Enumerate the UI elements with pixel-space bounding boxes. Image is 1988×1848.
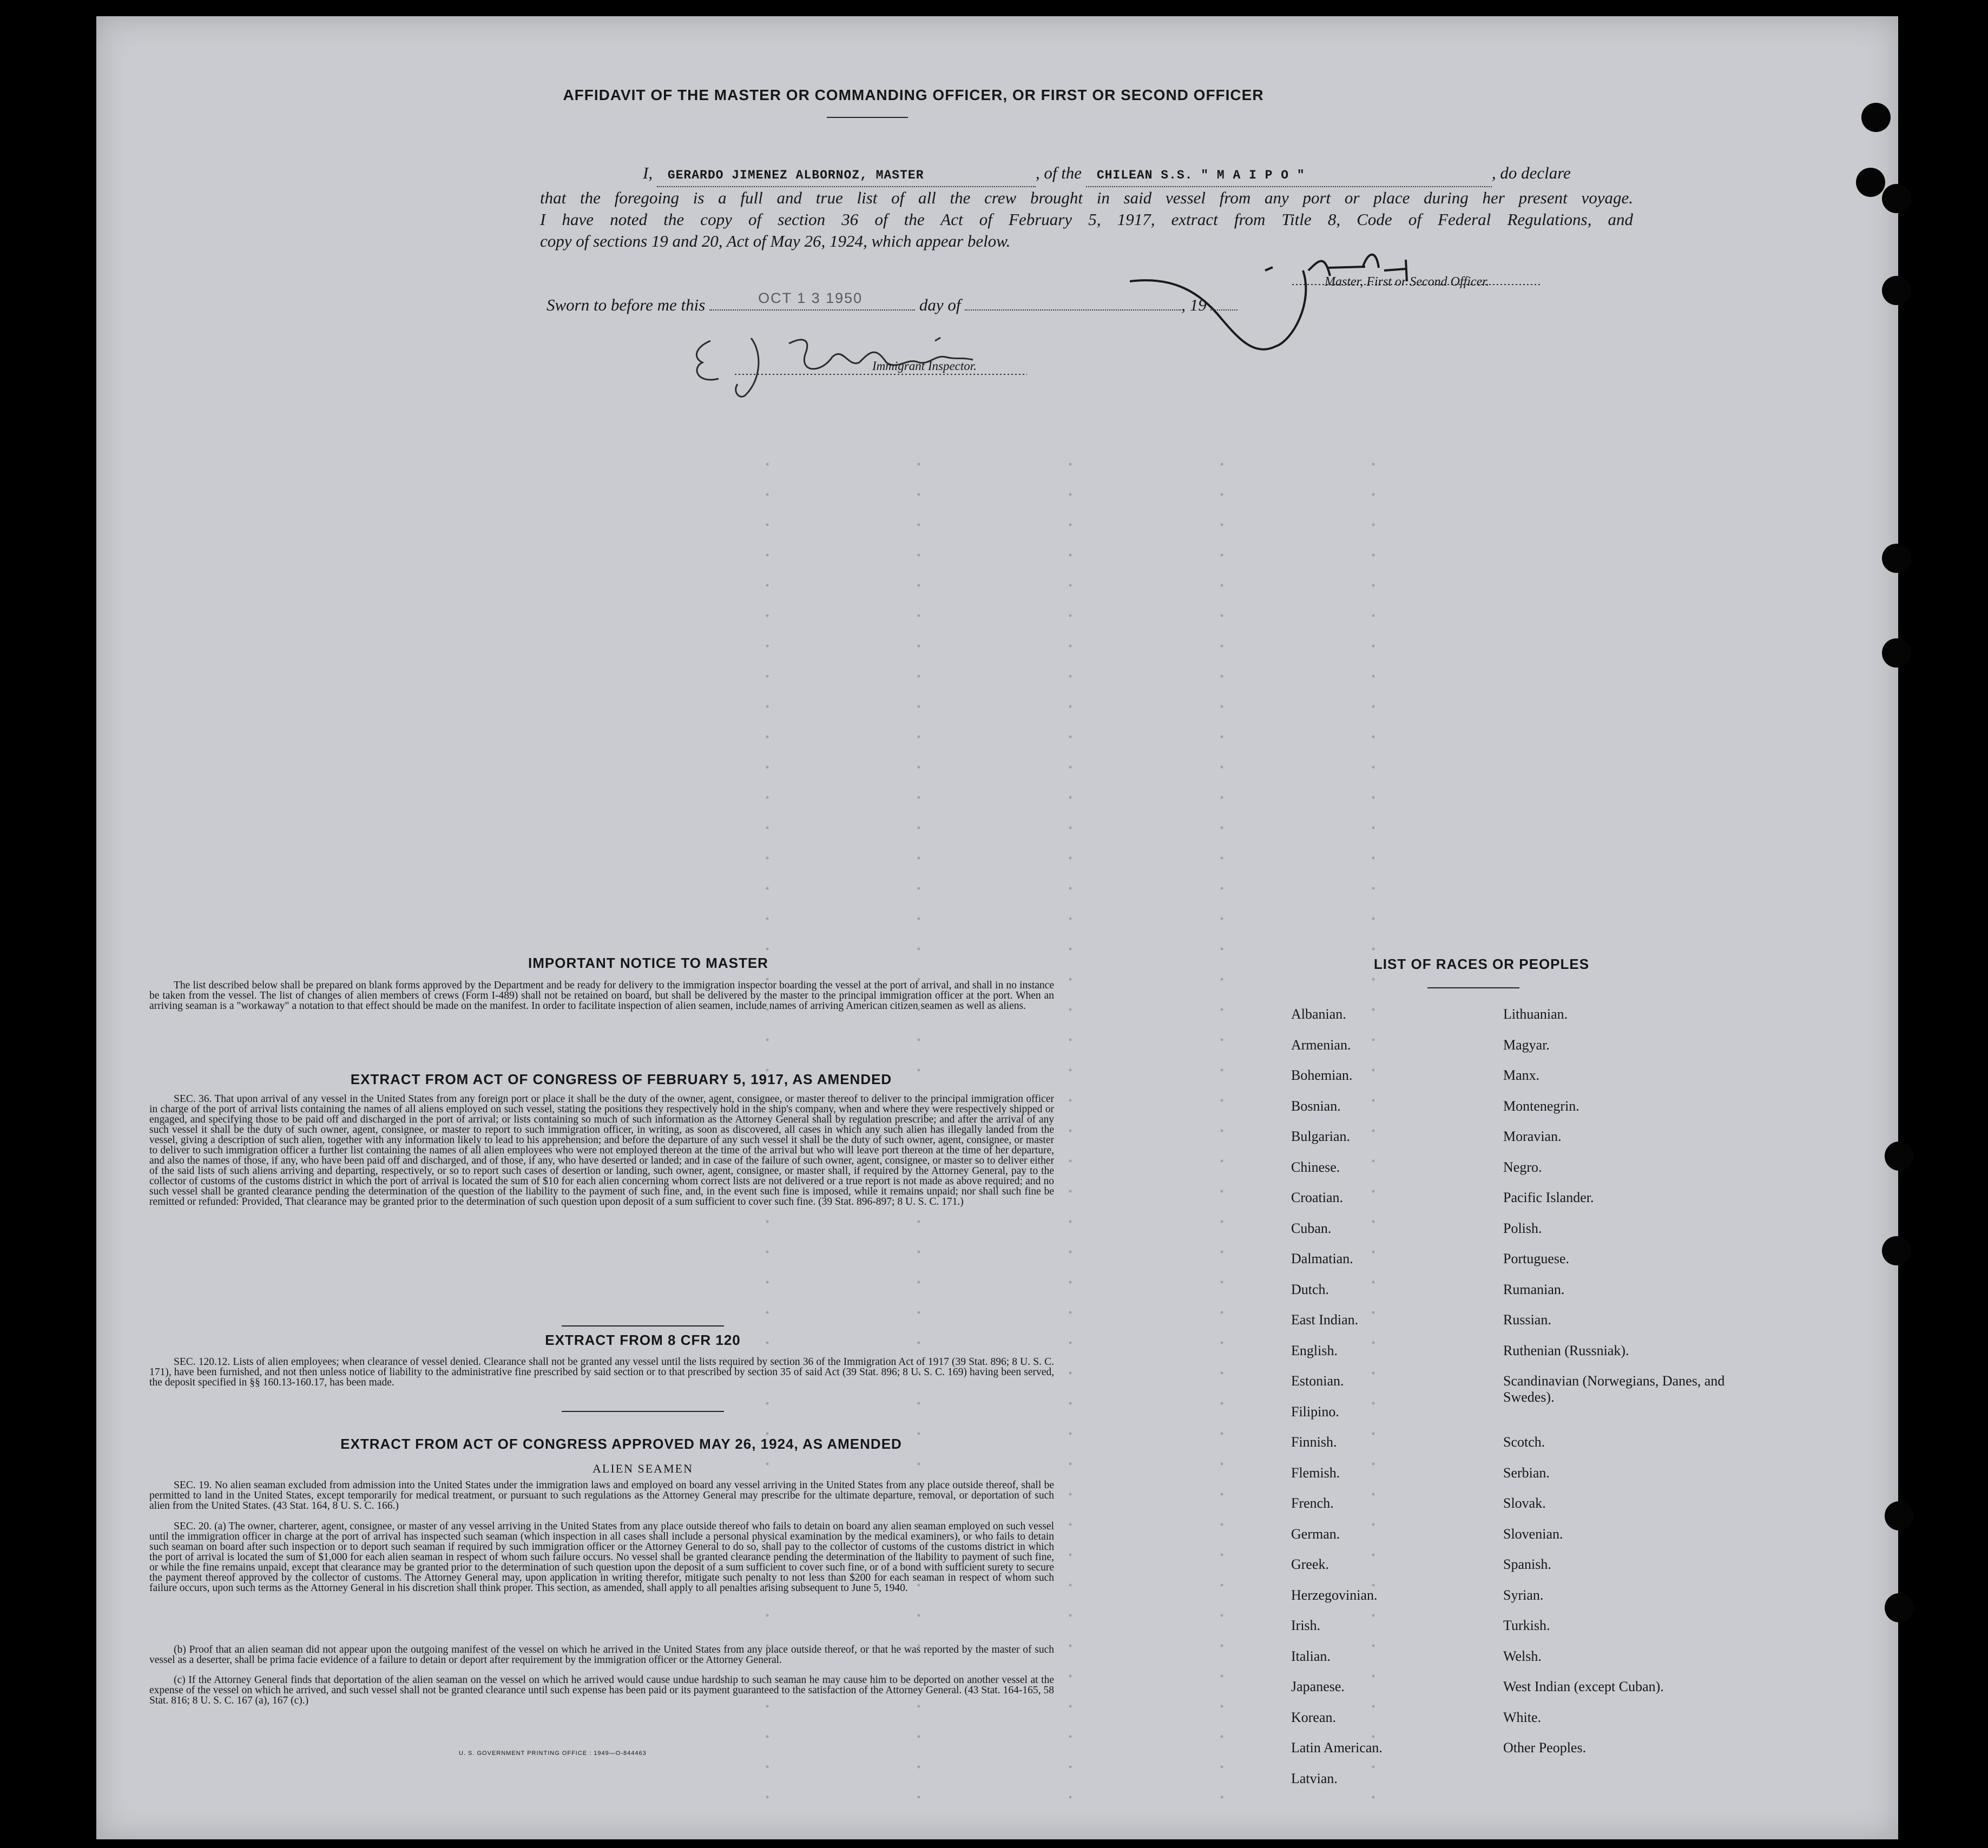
extract-1917-title: EXTRACT FROM ACT OF CONGRESS OF FEBRUARY 5, 1917, AS AMENDED (350, 1071, 892, 1087)
punch-hole (1885, 1593, 1914, 1622)
races-column-2 (1503, 1006, 1741, 1771)
race-item: French. (1291, 1495, 1334, 1511)
cfr-body: SEC. 120.12. Lists of alien employees; when clearance of vessel denied. Clearance shall not be granted any vessel until the lists required by section 36 of the Immigration Act of 1917 (39 Stat. 896; 8 U. S. C. 171), have been furnished, and not then unless notice of liability to the administrative fine prescribed by said section or to that prescribed by section 35 of said Act (39 Stat. 896; 8 U. S. C. 169) having been served, the deposit specified in §§ 160.13-160.17, has been made. (149, 1356, 1054, 1388)
race-item: Herzegovinian. (1291, 1587, 1378, 1603)
sworn-line (547, 290, 1237, 315)
race-item: West Indian (except Cuban). (1503, 1679, 1664, 1694)
races-rule (1427, 987, 1519, 988)
punch-hole (1882, 638, 1911, 668)
race-item: German. (1291, 1526, 1340, 1542)
affidavit-title: AFFIDAVIT OF THE MASTER OR COMMANDING OFFICER, OR FIRST OR SECOND OFFICER (563, 87, 1264, 103)
race-item: Latvian. (1291, 1770, 1338, 1786)
race-item: Rumanian. (1503, 1281, 1565, 1297)
alien-seamen-subtitle: ALIEN SEAMEN (593, 1462, 693, 1475)
race-item: Polish. (1503, 1220, 1542, 1236)
race-item: Slovak. (1503, 1495, 1546, 1511)
race-item: Flemish. (1291, 1464, 1340, 1481)
master-name-field: GERARDO JIMENEZ ALBORNOZ, MASTER (657, 164, 1036, 187)
sec-20a: SEC. 20. (a) The owner, charterer, agent, consignee, or master of any vessel arriving in the United States from any place outside thereof who fails to detain on board any alien seaman employed on such vessel until the immigration officer in charge at the port of arrival has inspected such seaman (which inspection in all cases shall include a personal physical examination by the medical examiners), or who fails to detain such seaman on board after such inspection or to deport such seaman if required by such immigration officer or the Attorney General to do so, shall pay to the collector of customs of the customs district in which the port of arrival is located the sum of $1,000 for each alien seaman in respect of whom such failure occurs. No vessel shall be granted clearance pending the determination of the liability to payment of such fine, or while the fine remains unpaid, except that clearance may be granted prior to the determination of such question upon the deposit of a sum sufficient to cover such fine, or of a bond with sufficient surety to secure the payment thereof approved by the collector of customs. The Attorney General may, upon application in writing therefor, mitigate such penalty to not less than $200 for each seaman in respect of whom such failure occurs, upon such terms as the Attorney General in his discretion shall think proper. This section, as amended, shall apply to all penalties arising subsequent to June 5, 1940. (149, 1521, 1054, 1594)
race-item: Finnish. (1291, 1434, 1337, 1450)
race-item: Negro. (1503, 1159, 1542, 1175)
punch-hole (1882, 184, 1911, 213)
divider (562, 1411, 724, 1412)
race-item: Japanese. (1291, 1679, 1345, 1694)
year-label: , 19 (1181, 295, 1207, 314)
punch-hole (1885, 1501, 1914, 1530)
race-item: Lithuanian. (1503, 1006, 1568, 1022)
race-item: Latin American. (1291, 1740, 1383, 1755)
year-field (1210, 293, 1237, 311)
affidavit-line-3: I have noted the copy of section 36 of the Act of February 5, 1917, extract from Title 8, Code of Federal Regulations, and (540, 210, 1633, 229)
race-item: Armenian. (1291, 1037, 1351, 1053)
of-the-label: , of the (1035, 163, 1082, 182)
race-item: Cuban. (1291, 1220, 1332, 1236)
race-item: White. (1503, 1709, 1542, 1725)
race-item: Moravian. (1503, 1128, 1562, 1144)
race-item: Portuguese. (1503, 1251, 1570, 1266)
race-item: English. (1291, 1342, 1338, 1358)
punch-hole (1885, 1141, 1914, 1171)
race-item: Estonian. (1291, 1373, 1344, 1389)
notice-body: The list described below shall be prepared on blank forms approved by the Department and be ready for delivery to the immigration inspector boarding the vessel at the port of arrival, and shall in no instance be taken from the vessel. The list of changes of alien members of crews (Form I-489) shall not be retained on board, but shall be delivered by the master to the principal immigration officer at the port. When an arriving seaman is a "workaway" a notation to that effect should be made on the manifest. In order to facilitate inspection of alien seamen, include names of arriving American citizen seamen as well as aliens. (149, 980, 1054, 1012)
race-item: Scotch. (1503, 1434, 1545, 1450)
race-item: Welsh. (1503, 1648, 1542, 1664)
extract-1924-title: EXTRACT FROM ACT OF CONGRESS APPROVED MAY 26, 1924, AS AMENDED (340, 1436, 902, 1452)
month-field (965, 293, 1181, 311)
vessel-field: CHILEAN S.S. " M A I P O " (1086, 164, 1492, 187)
divider (562, 1325, 724, 1326)
race-item: Manx. (1503, 1067, 1540, 1083)
race-item: Magyar. (1503, 1037, 1550, 1053)
sworn-label: Sworn to before me this (547, 295, 706, 314)
sec-19: SEC. 19. No alien seaman excluded from admission into the United States under the immigration laws and employed on board any vessel arriving in the United States from any place outside thereof, shall be permitted to land in the United States, except temporarily for medical treatment, or pursuant to such regulations as the Attorney General may prescribe for the ultimate departure, removal, or deportation of such alien from the United States. (43 Stat. 164, 8 U. S. C. 166.) (149, 1480, 1054, 1512)
race-item: Italian. (1291, 1648, 1331, 1664)
race-item: Ruthenian (Russniak). (1503, 1342, 1629, 1358)
sec-20b: (b) Proof that an alien seaman did not appear upon the outgoing manifest of the vessel on which he arrived in the United States from any place outside thereof, or that he was reported by the master of such vessel as a deserter, shall be prima facie evidence of a failure to detain or deport after requirement by the immigration officer or the Attorney General. (149, 1644, 1054, 1666)
race-item: Slovenian. (1503, 1526, 1563, 1542)
sworn-date-field (709, 290, 915, 311)
race-item: Irish. (1291, 1618, 1321, 1633)
punch-hole (1856, 168, 1885, 197)
race-item: Filipino. (1291, 1403, 1339, 1420)
extract-1917-body: SEC. 36. That upon arrival of any vessel in the United States from any foreign port or place it shall be the duty of the owner, agent, consignee, or master thereof to deliver to the principal immigration officer in charge of the port of arrival lists containing the names of all aliens employed on such vessel, stating the positions they respectively hold in the ship's company, when and where they were respectively shipped or engaged, and specifying those to be paid off and discharged in the port of arrival; or lists containing so much of such information as the Attorney General shall by regulation prescribe; and after the arrival of any such vessel it shall be the duty of such owner, agent, consignee, or master to report to such immigration officer, in writing, as soon as discovered, all cases in which any such alien has illegally landed from the vessel, giving a description of such alien, together with any information likely to lead to his apprehension; and before the departure of any such vessel it shall be the duty of such owner, agent, consignee, or master to deliver to such immigration officer a further list containing the names of all alien employees who were not employed thereon at the time of the arrival but who will leave port thereon at the time of her departure, and also the names of those, if any, who have been paid off and discharged, and of those, if any, who have deserted or landed; and in case of the failure of such owner, agent, consignee, or master so to deliver either of the said lists of such aliens arriving and departing, respectively, or so to report such cases of desertion or landing, such owner, agent, consignee, or master shall, if required by the Attorney General, pay to the collector of customs of the customs district in which the port of arrival is located the sum of $10 for each alien concerning whom correct lists are not delivered or a true report is not made as above required; and no such vessel shall be granted clearance pending the determination of the question of the liability to the payment of such fine, and, in the event such fine is imposed, while it remains unpaid; nor shall such fine be remitted or refunded: Provided, That clearance may be granted prior to the determination of such question upon deposit of a sum sufficient to cover such fine. (39 Stat. 896-897; 8 U. S. C. 171.) (149, 1093, 1054, 1207)
races-title: LIST OF RACES OR PEOPLES (1373, 956, 1590, 972)
punch-hole (1882, 1236, 1911, 1265)
races-column-1 (1291, 1006, 1486, 1801)
cfr-title: EXTRACT FROM 8 CFR 120 (545, 1332, 741, 1348)
race-item: Croatian. (1291, 1190, 1344, 1205)
race-item: Korean. (1291, 1709, 1337, 1725)
race-item: Bosnian. (1291, 1098, 1341, 1114)
punch-hole (1861, 103, 1891, 132)
inspector-caption: Immigrant Inspector. (872, 359, 977, 373)
sec-20c: (c) If the Attorney General finds that deportation of the alien seaman on the vessel on which he arrived would cause undue hardship to such seaman he may cause him to be deported on another vessel at the expense of the vessel on which he arrived, and such vessel shall not be granted clearance until such expense has been paid or its payment guaranteed to the satisfaction of the Attorney General. (43 Stat. 164-165, 58 Stat. 816; 8 U. S. C. 167 (a), 167 (c).) (149, 1674, 1054, 1706)
race-item: Serbian. (1503, 1464, 1550, 1481)
race-item: Turkish. (1503, 1618, 1550, 1633)
race-item: Spanish. (1503, 1556, 1551, 1572)
race-item: Bulgarian. (1291, 1128, 1351, 1144)
race-item: Bohemian. (1291, 1067, 1353, 1083)
day-of-label: day of (919, 295, 961, 314)
race-item: Albanian. (1291, 1006, 1346, 1022)
race-item: Other Peoples. (1503, 1740, 1587, 1755)
race-item: Greek. (1291, 1556, 1329, 1572)
printer-imprint: U. S. GOVERNMENT PRINTING OFFICE : 1949—O-844463 (459, 1750, 647, 1757)
race-item: Dutch. (1291, 1281, 1329, 1297)
master-caption: Master, First or Second Officer. (1325, 275, 1489, 289)
race-item: Scandinavian (Norwegians, Danes, and Swedes). (1503, 1373, 1725, 1405)
affidavit-line-2: that the foregoing is a full and true list of all the crew brought in said vessel from any port or place during her present voyage. (540, 188, 1633, 207)
do-declare-label: , do declare (1491, 163, 1571, 182)
race-item: Russian. (1503, 1312, 1551, 1328)
date-stamp: OCT 1 3 1950 (758, 290, 863, 306)
race-item: Montenegrin. (1503, 1098, 1579, 1114)
punch-hole (1882, 544, 1911, 573)
document-page (96, 16, 1898, 1839)
punch-hole (1882, 276, 1911, 305)
race-item: Syrian. (1503, 1587, 1544, 1603)
affidavit-i: I, (643, 163, 653, 182)
race-item: Pacific Islander. (1503, 1190, 1594, 1205)
race-item: East Indian. (1291, 1312, 1359, 1328)
notice-title: IMPORTANT NOTICE TO MASTER (528, 955, 768, 971)
race-item: Dalmatian. (1291, 1251, 1353, 1266)
affidavit-line-4: copy of sections 19 and 20, Act of May 26, 1924, which appear below. (540, 232, 1011, 250)
title-rule (827, 117, 908, 118)
race-item: Chinese. (1291, 1159, 1340, 1175)
